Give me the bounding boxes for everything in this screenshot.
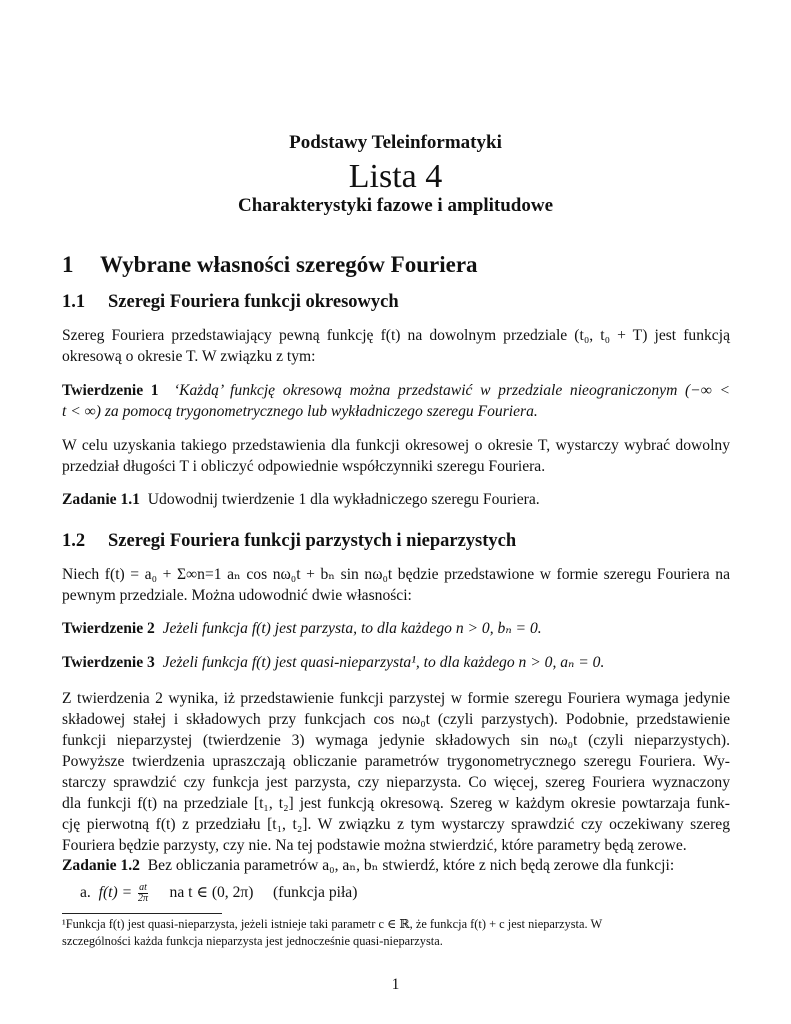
footnote-rule <box>62 913 222 914</box>
fraction <box>138 883 148 904</box>
task-1-1 <box>62 489 730 510</box>
list-item-a <box>80 882 680 904</box>
fraction-numerator: at <box>139 881 147 893</box>
list-marker: a. <box>80 884 91 901</box>
paragraph-line: Powyższe twierdzenia upraszczają obliczanie parametrów trygonometrycznego szeregu Fouriera. Wy- <box>62 753 730 770</box>
section-title: Wybrane własności szeregów Fouriera <box>100 252 478 277</box>
theorem-label: Twierdzenie 1 <box>62 382 159 399</box>
paragraph-line: przedział długości T i obliczyć odpowiednie współczynniki szeregu Fouriera. <box>62 458 546 475</box>
page-title: Lista 4 <box>348 158 443 195</box>
paragraph-line: składowej stałej i składowych przy funkcjach cos nω₀t (czyli parzystych). Podobnie, przedstawienie <box>62 711 730 728</box>
subsection-title: Szeregi Fouriera funkcji parzystych i nieparzystych <box>108 531 517 551</box>
paragraph-line: pewnym przedziale. Można udowodnić dwie własności: <box>62 587 412 604</box>
task-label: Zadanie 1.1 <box>62 491 140 508</box>
formula-domain: na t ∈ (0, 2π) <box>169 884 254 901</box>
footnote-line: ¹Funkcja f(t) jest quasi-nieparzysta, jeżeli istnieje taki parametr c ∈ ℝ, że funkcja f(t) + c jest nieparzysta. W <box>62 917 603 931</box>
theorem-text: ‘Każdą’ funkcję okresową można przedstawić w przedziale nieograniczonym (−∞ < <box>173 382 730 399</box>
paragraph-line: Szereg Fouriera przedstawiający pewną funkcję f(t) na dowolnym przedziale (t₀, t₀ + T) jest funkcją <box>62 327 730 344</box>
task-1-2 <box>62 855 730 876</box>
subsection-1-2-heading <box>62 531 516 552</box>
paragraph-line: Fouriera będzie parzysty, czy nie. Na tej podstawie można stwierdzić, które parametry będą zerowe. <box>62 837 687 854</box>
paragraph-line: Niech f(t) = a₀ + Σ∞n=1 aₙ cos nω₀t + bₙ sin nω₀t będzie przedstawione w formie szeregu Fouriera na <box>62 566 730 583</box>
theorem-3 <box>62 652 730 673</box>
task-label: Zadanie 1.2 <box>62 857 140 874</box>
subsection-1-1-heading <box>62 292 399 313</box>
page-number: 1 <box>391 976 400 993</box>
theorem-1 <box>62 380 730 401</box>
subsection-title: Szeregi Fouriera funkcji okresowych <box>108 292 399 312</box>
theorem-text: t < ∞) za pomocą trygonometrycznego lub wykładniczego szeregu Fouriera. <box>62 403 538 420</box>
subsection-number: 1.2 <box>62 531 86 551</box>
paragraph-line: cję pierwotną f(t) z przedziału [t₁, t₂]. W związku z tym wystarczy sprawdzić czy oczekiwany szereg <box>62 816 730 833</box>
task-text: Bez obliczania parametrów a₀, aₙ, bₙ stwierdź, które z nich będą zerowe dla funkcji: <box>147 857 675 874</box>
section-number: 1 <box>62 252 74 277</box>
paragraph-line: okresową o okresie T. W związku z tym: <box>62 348 316 365</box>
section-1-heading <box>62 252 478 278</box>
footnote-line: szczególności każda funkcja nieparzysta jest jednocześnie quasi-nieparzysta. <box>62 934 443 948</box>
theorem-label: Twierdzenie 2 <box>62 620 155 637</box>
formula-note: (funkcja piła) <box>272 884 358 901</box>
paragraph-line: Z twierdzenia 2 wynika, iż przedstawienie funkcji parzystej w formie szeregu Fouriera wymaga jedynie <box>62 690 730 707</box>
formula-lhs: f(t) = <box>98 884 133 901</box>
theorem-2 <box>62 618 730 639</box>
task-text: Udowodnij twierdzenie 1 dla wykładniczego szeregu Fouriera. <box>147 491 540 508</box>
subsection-number: 1.1 <box>62 292 86 312</box>
theorem-text: Jeżeli funkcja f(t) jest quasi-nieparzysta¹, to dla każdego n > 0, aₙ = 0. <box>162 654 605 671</box>
page-subtitle: Charakterystyki fazowe i amplitudowe <box>237 195 554 216</box>
paragraph-line: funkcji nieparzystej (twierdzenie 3) wymaga jedynie składowych sin nω₀t (czyli nieparzystych). <box>62 732 730 749</box>
paragraph-line: starczy sprawdzić czy funkcja jest parzysta, czy nieparzysta. Co więcej, szereg Fouriera wyznaczony <box>62 774 730 791</box>
theorem-label: Twierdzenie 3 <box>62 654 155 671</box>
course-name: Podstawy Teleinformatyki <box>289 132 502 153</box>
fraction-denominator: 2π <box>138 892 149 904</box>
theorem-text: Jeżeli funkcja f(t) jest parzysta, to dla każdego n > 0, bₙ = 0. <box>162 620 542 637</box>
paragraph-line: dla funkcji f(t) na przedziale [t₁, t₂] jest funkcją okresową. Szereg w każdym okresie powtarzaja funk- <box>62 795 730 812</box>
theorem-1-cont <box>62 401 730 422</box>
paragraph-line: W celu uzyskania takiego przedstawienia dla funkcji okresowej o okresie T, wystarczy wybrać dowolny <box>62 437 730 454</box>
